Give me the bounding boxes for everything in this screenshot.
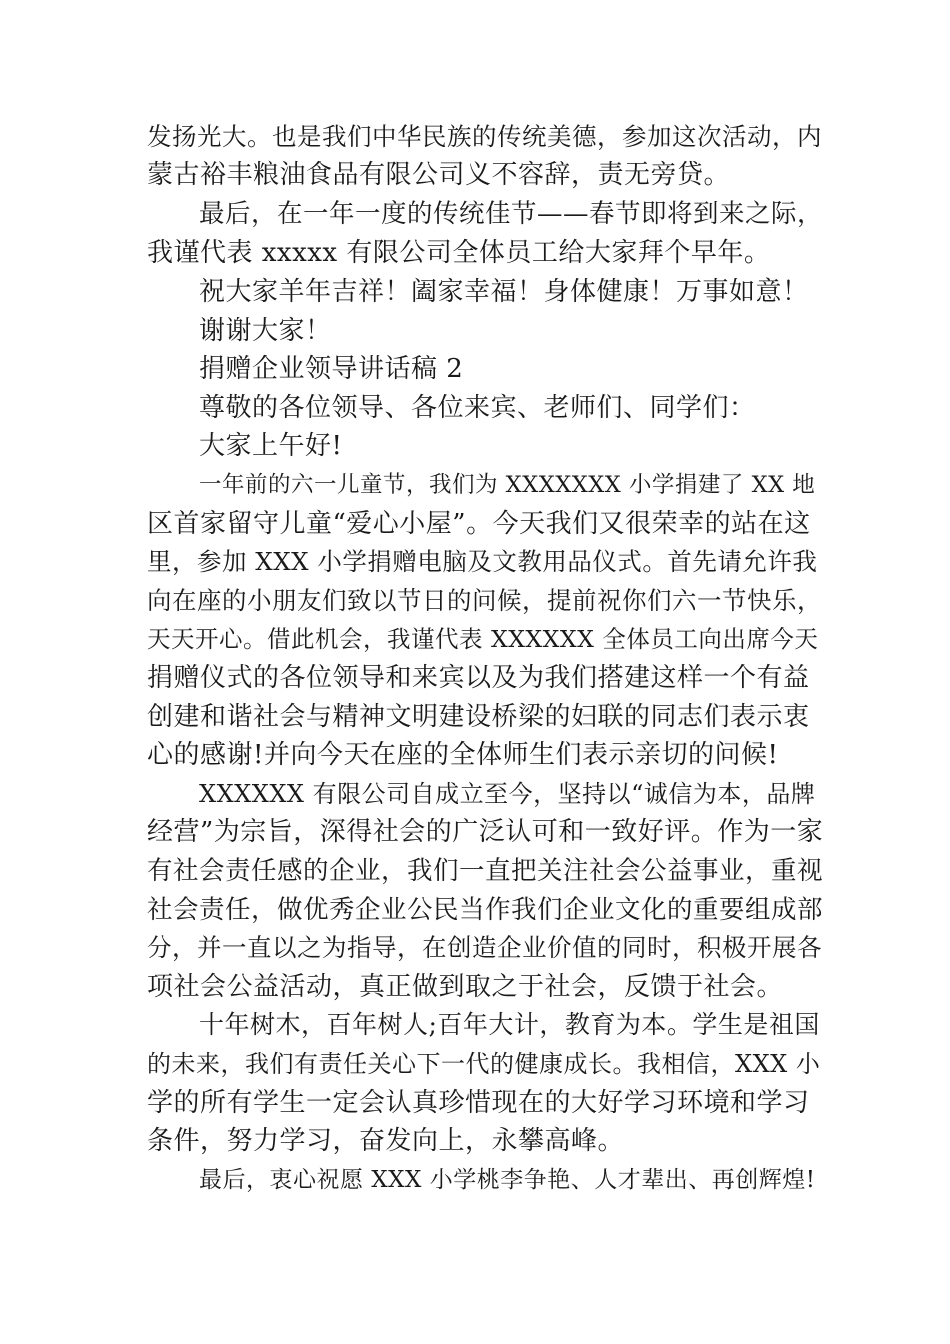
text-line: 十年树木，百年树人;百年大计，教育为本。学生是祖国 <box>199 1010 820 1039</box>
text-line: 最后，在一年一度的传统佳节——春节即将到来之际， <box>199 199 824 229</box>
text-line: 捐赠仪式的各位领导和来宾以及为我们搭建这样一个有益 <box>147 663 810 693</box>
text-line: 里，参加 XXX 小学捐赠电脑及文教用品仪式。首先请允许我 <box>147 547 818 576</box>
text-line: XXXXXX 有限公司自成立至今，坚持以“诚信为本，品牌 <box>199 780 816 808</box>
closing-line: 最后，衷心祝愿 XXX 小学桃李争艳、人才辈出、再创辉煌! <box>199 1167 816 1193</box>
text-line: 向在座的小朋友们致以节日的问候，提前祝你们六一节快乐， <box>147 586 822 615</box>
text-line: 项社会公益活动，真正做到取之于社会，反馈于社会。 <box>147 972 784 1002</box>
text-line: 学的所有学生一定会认真珍惜现在的大好学习环境和学习 <box>147 1088 810 1118</box>
text-line: 经营”为宗旨，深得社会的广泛认可和一致好评。作为一家 <box>147 817 824 847</box>
text-line: 心的感谢!并向今天在座的全体师生们表示亲切的问候! <box>147 740 779 770</box>
text-line: 祝大家羊年吉祥！阖家幸福！身体健康！万事如意！ <box>199 277 809 307</box>
text-line: 天天开心。借此机会，我谨代表 XXXXXX 全体员工向出席今天 <box>147 625 819 653</box>
salutation: 尊敬的各位领导、各位来宾、老师们、同学们： <box>199 393 756 423</box>
text-line: 发扬光大。也是我们中华民族的传统美德，参加这次活动，内 <box>147 122 822 151</box>
text-line: 谢谢大家！ <box>199 316 332 346</box>
text-line: 分，并一直以之为指导，在创造企业价值的同时，积极开展各 <box>147 933 822 962</box>
text-line: 社会责任，做优秀企业公民当作我们企业文化的重要组成部 <box>147 895 824 925</box>
text-line: 创建和谐社会与精神文明建设桥梁的妇联的同志们表示衷 <box>147 702 810 732</box>
text-line: 区首家留守儿童“爱心小屋”。今天我们又很荣幸的站在这 <box>147 509 811 539</box>
greeting: 大家上午好! <box>199 431 343 461</box>
text-line: 有社会责任感的企业，我们一直把关注社会公益事业，重视 <box>147 856 824 886</box>
text-line: 我谨代表 xxxxx 有限公司全体员工给大家拜个早年。 <box>147 238 771 268</box>
text-line: 条件，努力学习，奋发向上，永攀高峰。 <box>147 1126 625 1156</box>
text-line: 的未来，我们有责任关心下一代的健康成长。我相信，XXX 小 <box>147 1050 821 1078</box>
section-heading: 捐赠企业领导讲话稿 2 <box>199 354 464 384</box>
text-line: 一年前的六一儿童节，我们为 XXXXXXX 小学捐建了 XX 地 <box>199 472 816 498</box>
text-line: 蒙古裕丰粮油食品有限公司义不容辞，责无旁贷。 <box>147 160 731 190</box>
